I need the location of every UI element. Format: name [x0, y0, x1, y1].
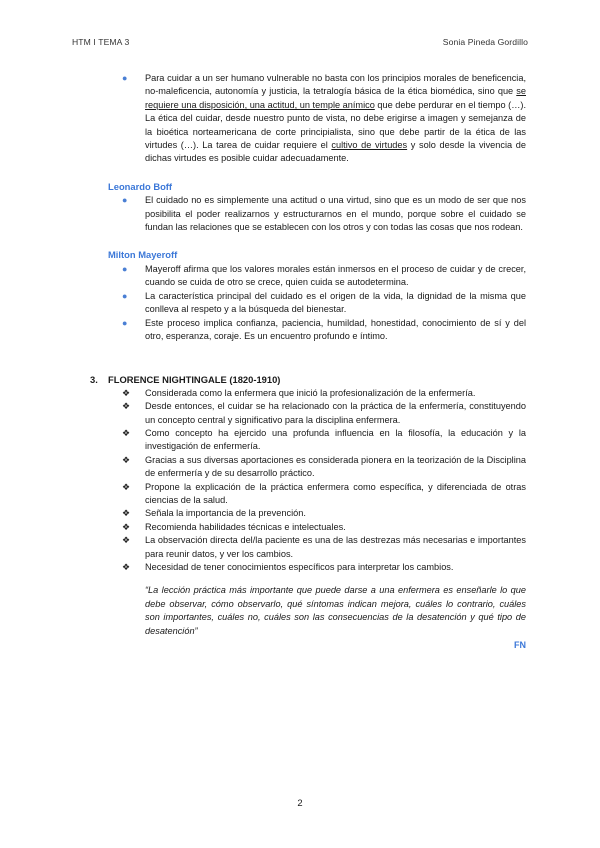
quote-signature: FN [514, 640, 526, 651]
list-item [108, 72, 526, 166]
list-item [108, 400, 526, 427]
nightingale-quote: “La lección práctica más importante que puede darse a una enfermera es enseñarle lo que debe observar, cómo observarlo, qué síntomas indican mejora, cuáles lo contrario, cuáles son importantes, cuáles no, cuáles son las consecuencias de la desatención y qué tipo de desatención” [145, 585, 526, 636]
intro-list [108, 72, 526, 166]
nightingale-item-text: Recomienda habilidades técnicas e intelectuales. [145, 521, 346, 532]
intro-underline-1: se requiere una disposición, una actitud, un temple anímico [145, 86, 526, 110]
list-item [108, 387, 526, 400]
list-item [108, 507, 526, 520]
mayeroff-list [108, 263, 526, 343]
boff-heading: Leonardo Boff [108, 180, 173, 192]
diamond-bullet-icon: ❖ [122, 481, 131, 492]
nightingale-item-text: Gracias a sus diversas aportaciones es considerada pionera en la teorización de la Disciplina de enfermería y de su desarrollo práctico. [145, 454, 526, 479]
list-item [108, 290, 526, 317]
boff-item-text: El cuidado no es simplemente una actitud o una virtud, sino que es un modo de ser que nos posibilita el poder realizarnos y estructurarnos en el mundo, porque sobre el cuidado se fundan las relaciones que se establecen con los otros y con todas las cosas que nos rodean. [145, 195, 526, 233]
list-item [108, 534, 526, 561]
diamond-bullet-icon: ❖ [122, 454, 131, 465]
mayeroff-item-text: Este proceso implica confianza, paciencia, humildad, honestidad, conocimiento de sí y del otro, esperanza, coraje. Es un encuentro profundo e íntimo. [145, 317, 526, 341]
list-item [108, 194, 526, 234]
nightingale-item-text: Propone la explicación de la práctica enfermera como específica, y diferenciada de otras ciencias de la salud. [145, 481, 526, 505]
nightingale-item-text: Como concepto ha ejercido una profunda influencia en la filosofía, la educación y la investigación de enfermería. [145, 427, 526, 452]
intro-text-2: que debe perdurar en el tiempo (…). La ética del cuidar, desde nuestro punto de vista, no debe erigirse a imagen y semejanza de la bioética norteamericana de corte principialista, sino que debe partir de la ética de las virtudes (…). La tarea de cuidar requiere el [145, 99, 526, 151]
diamond-bullet-icon: ❖ [122, 387, 131, 398]
header-right: Sonia Pineda Gordillo [442, 37, 528, 47]
list-item [108, 317, 526, 344]
nightingale-item-text: Necesidad de tener conocimientos específicos para interpretar los cambios. [145, 562, 454, 572]
diamond-bullet-icon: ❖ [122, 521, 131, 532]
nightingale-item-text: La observación directa del/la paciente es una de las destrezas más necesarias e importantes para reunir datos, y ver los cambios. [145, 535, 526, 559]
diamond-bullet-icon: ❖ [122, 401, 131, 412]
list-item [108, 454, 526, 481]
nightingale-list [108, 387, 526, 575]
section-3-title [90, 373, 526, 386]
diamond-bullet-icon: ❖ [122, 508, 131, 519]
page-number: 2 [297, 797, 303, 808]
intro-text-1: Para cuidar a un ser humano vulnerable no basta con los principios morales de beneficencia, no-maleficencia, autonomía y justicia, la tetralogía básica de la ética biomédica, sino que [145, 73, 526, 97]
list-item [108, 481, 526, 508]
bullet-dot-icon: ● [122, 290, 128, 301]
bullet-dot-icon: ● [122, 73, 128, 83]
nightingale-item-text: Considerada como la enfermera que inició la profesionalización de la enfermería. [145, 387, 476, 398]
bullet-dot-icon: ● [122, 195, 128, 206]
list-item [108, 561, 526, 574]
mayeroff-item-text: Mayeroff afirma que los valores morales están inmersos en el proceso de cuidar y de crecer, cuando se cuida de otro se crece, quien cuida se autodetermina. [145, 263, 526, 288]
nightingale-item-text: Desde entonces, el cuidar se ha relacionado con la práctica de la enfermería, constituyendo un concepto central y significativo para la disciplina enfermera. [145, 401, 526, 425]
section-title-text: FLORENCE NIGHTINGALE (1820-1910) [108, 374, 281, 386]
list-item [108, 427, 526, 454]
mayeroff-heading: Milton Mayeroff [108, 249, 178, 261]
bullet-dot-icon: ● [122, 263, 128, 274]
intro-underline-2: cultivo de virtudes [331, 140, 408, 151]
section-number: 3. [90, 374, 98, 386]
list-item [108, 263, 526, 290]
diamond-bullet-icon: ❖ [122, 535, 131, 546]
diamond-bullet-icon: ❖ [122, 562, 131, 572]
boff-list [108, 194, 526, 234]
list-item [108, 521, 526, 534]
bullet-dot-icon: ● [122, 317, 128, 328]
intro-text-3: y solo desde la vivencia de dichas virtudes es posible cuidar adecuadamente. [145, 140, 526, 164]
diamond-bullet-icon: ❖ [122, 427, 131, 438]
mayeroff-item-text: La característica principal del cuidado es el origen de la vida, la dignidad de la misma que conlleva al respeto y a la búsqueda del bienestar. [145, 290, 526, 315]
header-left: HTM I TEMA 3 [72, 37, 130, 47]
nightingale-item-text: Señala la importancia de la prevención. [145, 508, 306, 519]
page-content [90, 72, 526, 652]
